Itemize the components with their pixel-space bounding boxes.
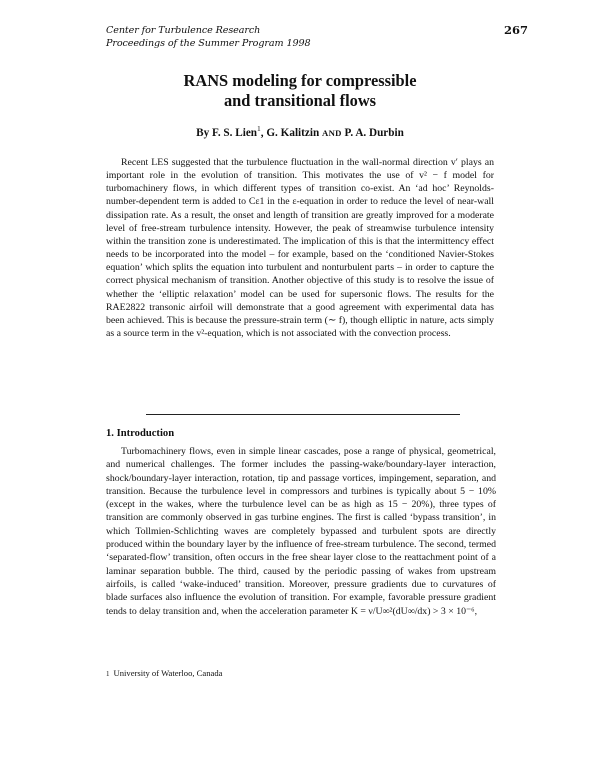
- title-line-2: and transitional flows: [223, 90, 377, 110]
- author-3: P. A. Durbin: [344, 127, 404, 139]
- page-number: 267: [503, 23, 528, 37]
- running-header: [106, 24, 310, 50]
- header-line-1: Center for Turbulence Research: [106, 25, 261, 36]
- author-line: By F. S. Lien$^1$, G. Kalitzin AND P. A. Durbin: [196, 124, 404, 139]
- footnote: [106, 668, 222, 678]
- authors-prefix: By: [196, 127, 210, 139]
- abstract-text: Recent LES suggested that the turbulence fluctuation in the wall-normal direction v′ plays an important role in the evolution of transition. This motivates the use of v² − f model for turbomachinery flows, in which different types of transition co-exist. An ‘ad hoc’ Reynolds-number-dependent term is added to Cε1 in the ε-equation in order to reduce the level of near-wall dissipation rate. As a result, the onset and length of transition are greatly improved for a moderate level of free-stream turbulence intensity. However, the peak of streamwise turbulence intensity within the transition zone is underestimated. The implication of this is that the intermittency effect needs to be incorporated into the model – for example, based on the ‘conditioned Navier-Stokes equation’ which splits the equation into turbulent and nonturbulent parts – in order to capture the correct physical mechanism of transition. Another objective of this study is to resolve the issue of whether the ‘elliptic relaxation’ model can be used for supersonic flows. The results for the RAE2822 transonic airfoil will demonstrate that a good agreement with experimental data has been achieved. This is because the pressure-strain term (∼ f), though elliptic in nature, acts simply as a source term in the v²-equation, which is not associated with the convection process.: [106, 157, 494, 340]
- footnote-text: University of Waterloo, Canada: [113, 668, 223, 678]
- footnote-mark: 1: [106, 670, 110, 678]
- section-heading-introduction: 1. Introduction: [106, 428, 175, 439]
- header-line-2: Proceedings of the Summer Program 1998: [106, 38, 311, 49]
- abstract-divider: [146, 414, 460, 415]
- introduction-body: [106, 445, 496, 618]
- author-1-footnote-mark: 1: [257, 124, 261, 133]
- introduction-paragraph: Turbomachinery flows, even in simple linear cascades, pose a range of physical, geometrical, and numerical challenges. The former includes the passing-wake/boundary-layer interaction, shock/boundary-layer interaction, rotation, tip and passage vortices, impingement, separation, and transition. Because the turbulence level in compressors and turbines is typically about 5 − 10% (except in the wakes, where the turbulence level can be as high as 15 − 20%), three types of transition are commonly observed in gas turbine engines. The first is called ‘bypass transition’, in which Tollmien-Schlichting waves are completely bypassed and turbulent spots are directly produced within the boundary layer by the influence of free-stream turbulence. The second, termed ‘separated-flow’ transition, often occurs in the free shear layer close to the reattachment point of a laminar separation bubble. The third, caused by the periodic passing of wakes from upstream airfoils, is called ‘wake-induced’ transition. Moreover, pressure gradients due to curvatures of blade surfaces also influence the evolution of transition. For example, favorable pressure gradient tends to delay transition and, when the acceleration parameter K = ν/U∞²(dU∞/dx) > 3 × 10⁻⁶,: [106, 446, 496, 617]
- author-2: G. Kalitzin: [266, 127, 320, 139]
- author-1: F. S. Lien: [212, 127, 258, 139]
- title-line-1: RANS modeling for compressible: [183, 71, 417, 90]
- abstract: [106, 156, 494, 340]
- paper-title: [0, 71, 600, 110]
- author-conjunction: AND: [322, 128, 342, 138]
